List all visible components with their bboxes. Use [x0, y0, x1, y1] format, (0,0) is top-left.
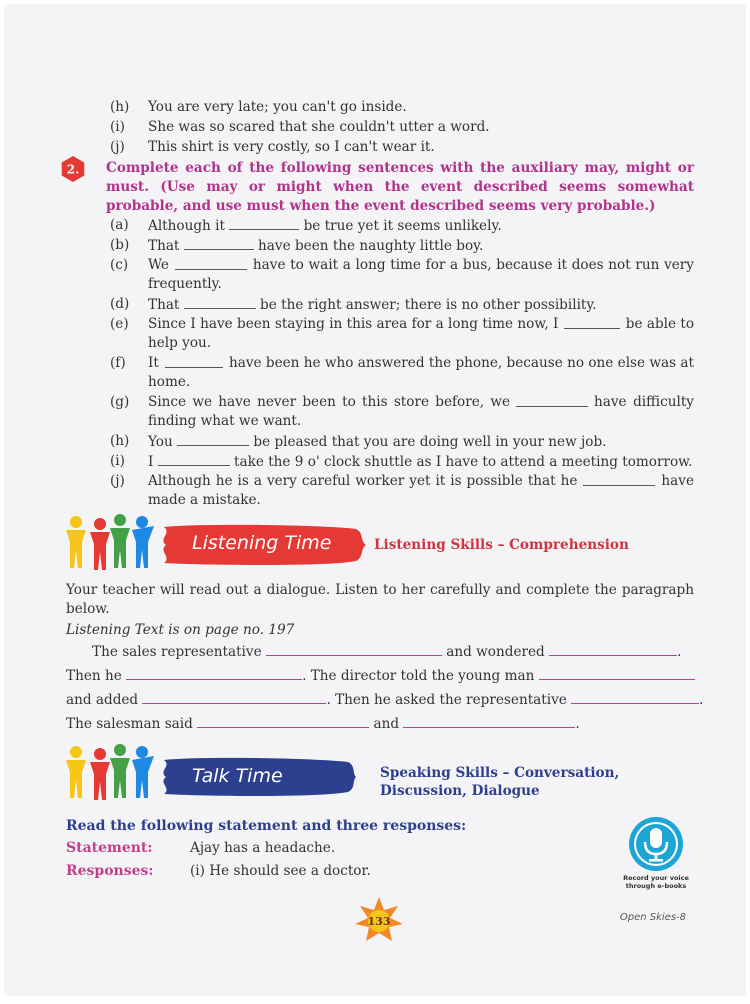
book-title: Open Skies-8: [619, 912, 686, 923]
kids-group-icon: [62, 512, 158, 572]
answer-blank[interactable]: [516, 393, 588, 407]
item-sentence: Since I have been staying in this area for a long time now, I be able to: [148, 316, 694, 332]
item-label: (a): [110, 217, 129, 233]
item-continuation: help you.: [148, 335, 212, 351]
item-sentence: Although he is a very careful worker yet it is possible that he have: [148, 473, 694, 489]
talk-time-title: Talk Time: [192, 765, 283, 787]
speaking-skill-label: Speaking Skills – Conversation, Discussion, Dialogue: [380, 765, 620, 799]
item-sentence: Although it be true yet it seems unlikely.: [148, 218, 502, 234]
question-number-badge: [60, 156, 86, 182]
item-text: She was so scared that she couldn't utter a word.: [148, 119, 490, 135]
answer-blank[interactable]: [158, 452, 230, 466]
item-label: (g): [110, 394, 130, 410]
item-label: (i): [110, 119, 125, 135]
paragraph-line-1: The sales representative and wondered .: [92, 644, 682, 660]
question-number: 2.: [66, 162, 80, 177]
item-label: (e): [110, 316, 129, 332]
answer-blank[interactable]: [403, 714, 575, 728]
answer-blank[interactable]: [197, 714, 369, 728]
item-label: (d): [110, 296, 130, 312]
textbook-page: [4, 4, 746, 996]
talk-heading: Read the following statement and three responses:: [66, 818, 467, 834]
item-sentence: We have to wait a long time for a bus, because it does not run very: [148, 257, 694, 273]
item-continuation: home.: [148, 374, 191, 390]
listening-time-title: Listening Time: [192, 532, 332, 554]
statement-label: Statement:: [66, 840, 153, 856]
listening-reference: Listening Text is on page no. 197: [66, 622, 295, 638]
answer-blank[interactable]: [177, 432, 249, 446]
item-text: This shirt is very costly, so I can't wear it.: [148, 139, 435, 155]
item-text: You are very late; you can't go inside.: [148, 99, 407, 115]
item-continuation: finding what we want.: [148, 413, 302, 429]
page-number-star: [354, 896, 404, 946]
item-label: (h): [110, 433, 130, 449]
item-sentence: That be the right answer; there is no other possibility.: [148, 297, 597, 313]
item-label: (j): [110, 139, 125, 155]
paragraph-line-4: The salesman said and .: [66, 716, 580, 732]
answer-blank[interactable]: [571, 690, 699, 704]
paragraph-line-2: Then he . The director told the young man: [66, 666, 695, 686]
answer-blank[interactable]: [549, 642, 677, 656]
microphone-icon[interactable]: [628, 816, 684, 872]
responses-text: (i) He should see a doctor.: [190, 863, 371, 879]
kids-group-icon: [62, 742, 158, 802]
item-label: (j): [110, 473, 125, 489]
listening-instruction: Your teacher will read out a dialogue. Listen to her carefully and complete the paragraph below.: [66, 582, 694, 617]
paragraph-line-3: and added . Then he asked the representative .: [66, 692, 704, 708]
answer-blank[interactable]: [539, 666, 695, 680]
item-sentence: I take the 9 o' clock shuttle as I have to attend a meeting tomorrow.: [148, 454, 693, 470]
item-label: (b): [110, 237, 130, 253]
item-continuation: frequently.: [148, 276, 222, 292]
answer-blank[interactable]: [165, 354, 223, 368]
answer-blank[interactable]: [126, 666, 302, 680]
item-sentence: It have been he who answered the phone, because no one else was at: [148, 355, 694, 371]
answer-blank[interactable]: [184, 295, 256, 309]
question-2-instruction: Complete each of the following sentences with the auxiliary may, might or must. (Use may or might when the event described seems somewhat probable, and use must when the event described seems very probable.): [106, 160, 694, 214]
answer-blank[interactable]: [184, 236, 254, 250]
item-label: (h): [110, 99, 130, 115]
page-number: 133: [367, 915, 391, 928]
item-sentence: You be pleased that you are doing well in your new job.: [148, 434, 607, 450]
answer-blank[interactable]: [175, 256, 247, 270]
item-continuation: made a mistake.: [148, 492, 261, 508]
answer-blank[interactable]: [142, 690, 326, 704]
answer-blank[interactable]: [564, 315, 619, 329]
answer-blank[interactable]: [266, 642, 442, 656]
item-sentence: Since we have never been to this store before, we have difficulty: [148, 394, 694, 410]
answer-blank[interactable]: [229, 216, 299, 230]
listening-skill-label: Listening Skills – Comprehension: [374, 537, 629, 553]
item-label: (i): [110, 453, 125, 469]
record-voice-caption: Record your voice through e-books: [623, 874, 689, 890]
responses-label: Responses:: [66, 863, 154, 879]
item-sentence: That have been the naughty little boy.: [148, 238, 484, 254]
answer-blank[interactable]: [583, 472, 655, 486]
item-label: (f): [110, 355, 126, 371]
item-label: (c): [110, 257, 129, 273]
statement-text: Ajay has a headache.: [190, 840, 336, 856]
